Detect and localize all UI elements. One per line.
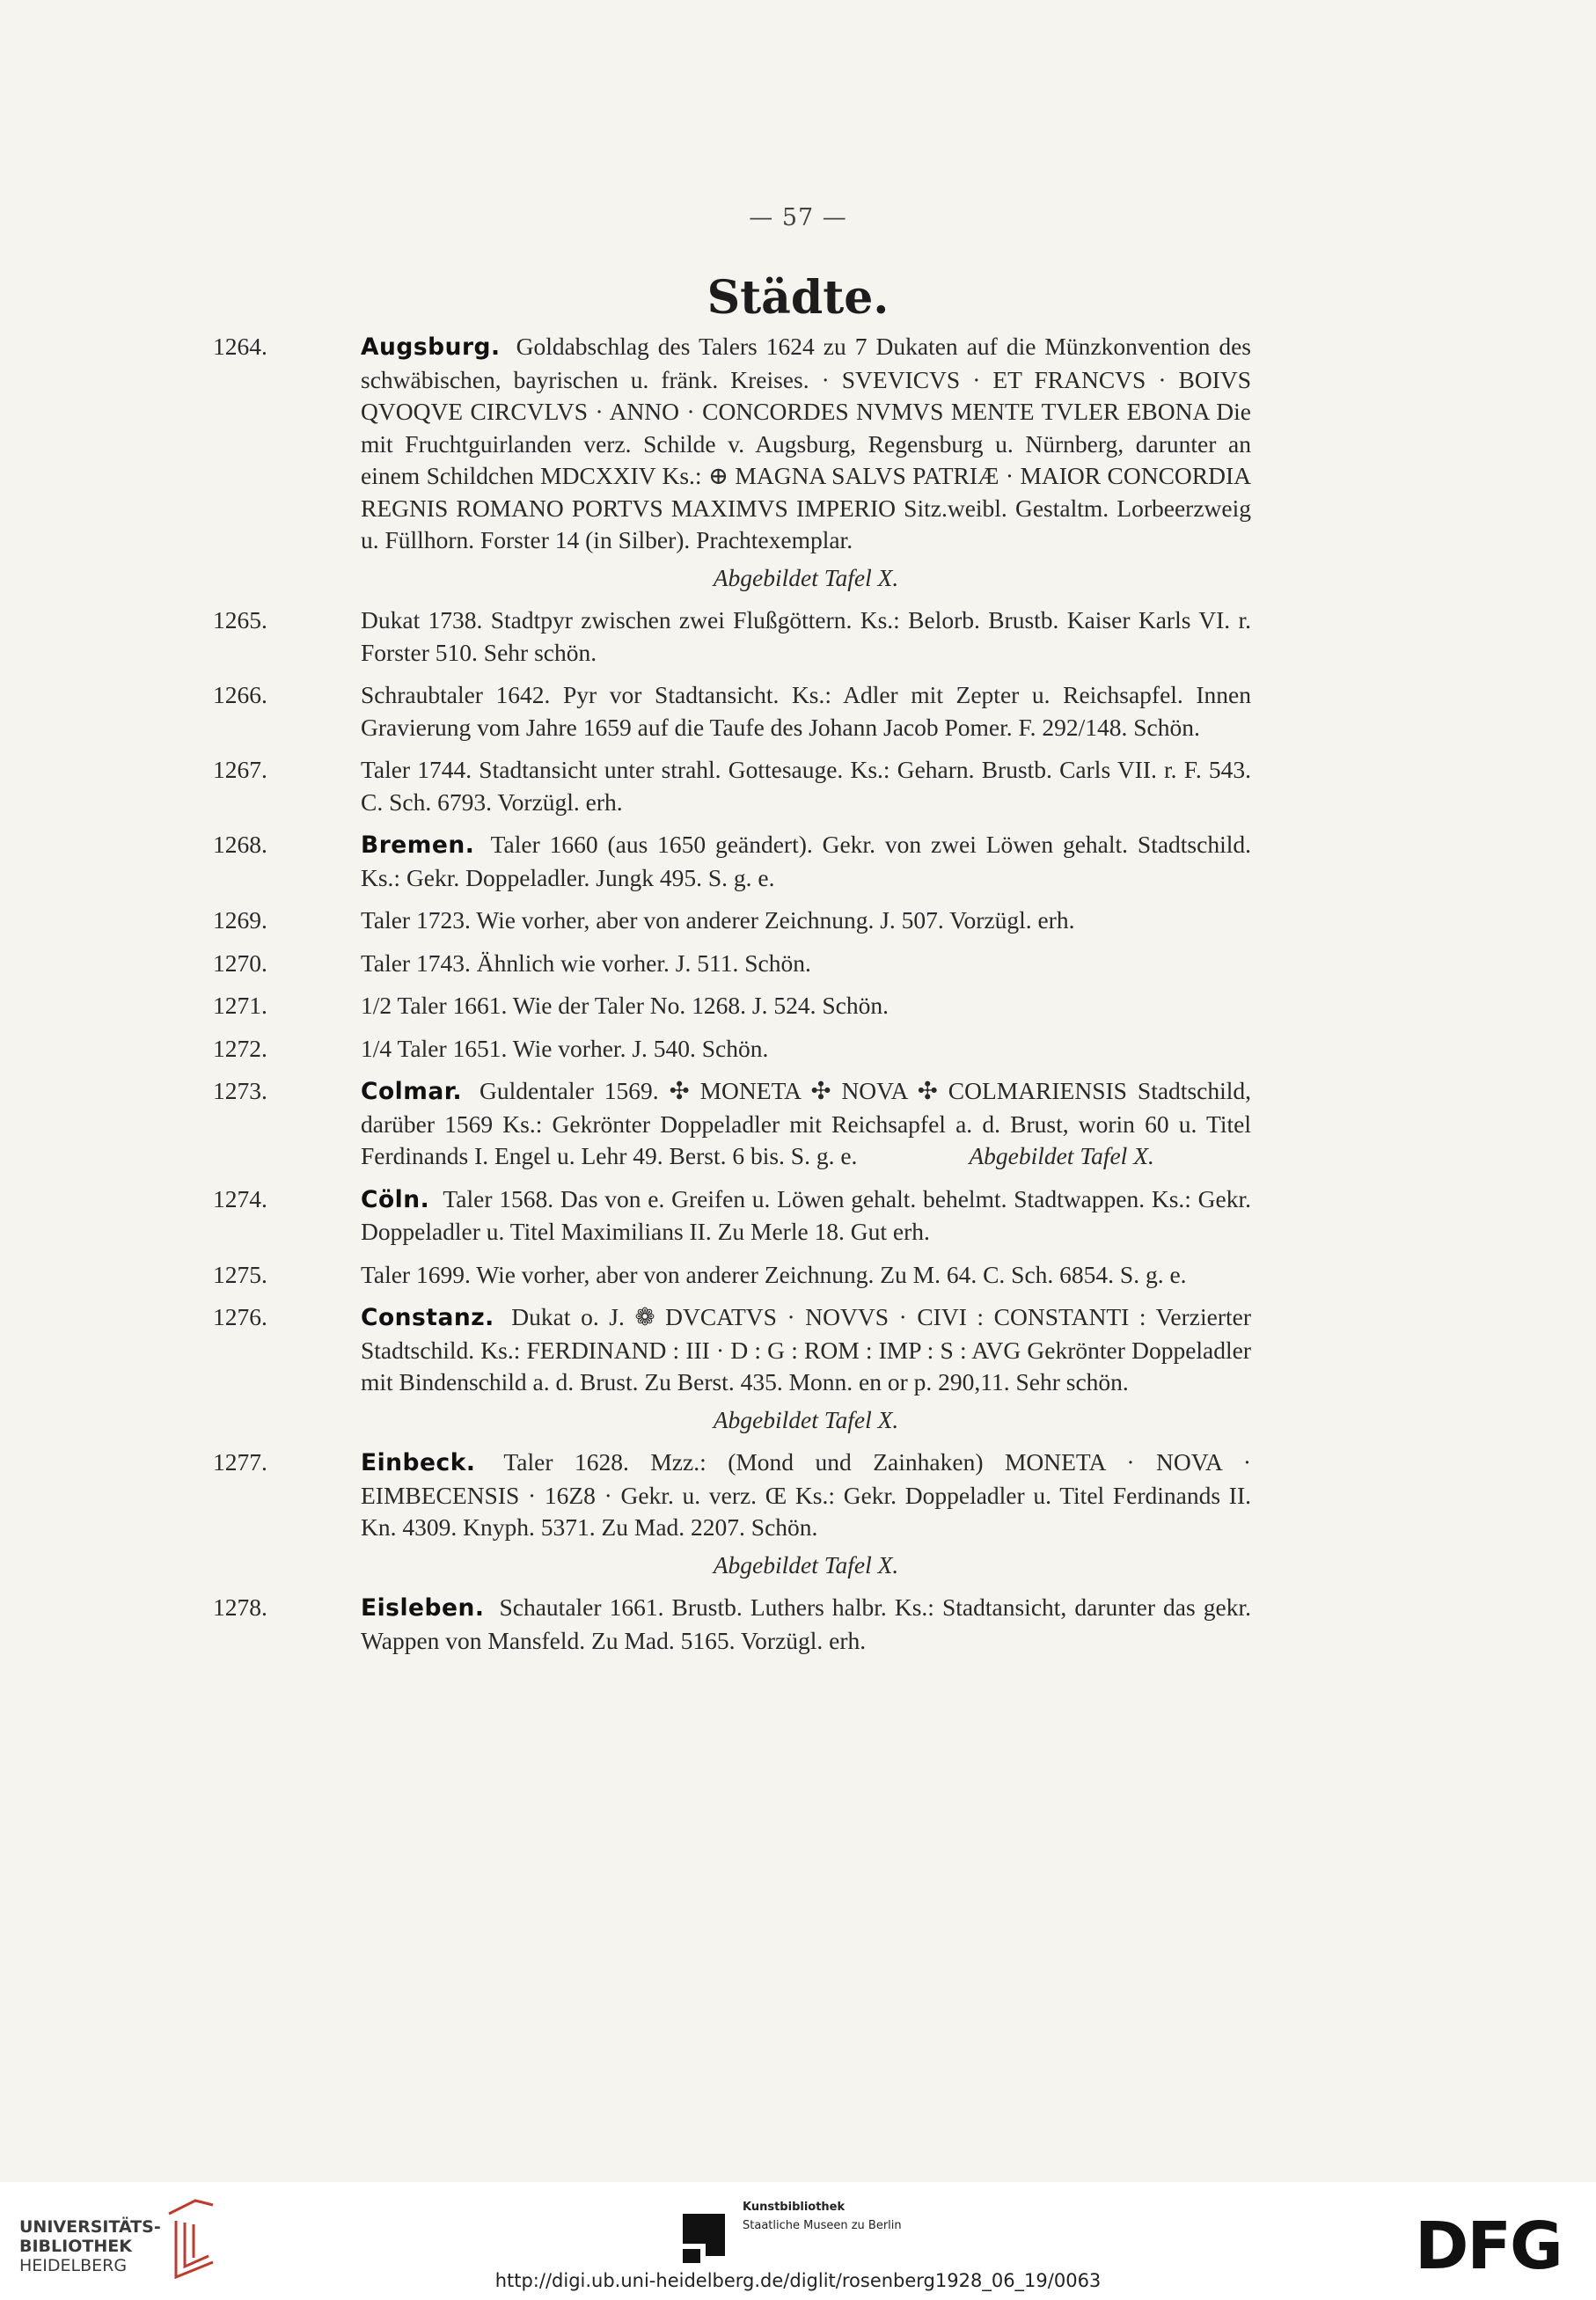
entry-text: 1/4 Taler 1651. Wie vorher. J. 540. Schön. <box>361 1034 769 1062</box>
entry-text: Dukat 1738. Stadtpyr zwischen zwei Flußgöttern. Ks.: Belorb. Brustb. Kaiser Karls VI. r. Forster 510. Sehr schön. <box>361 606 1251 666</box>
catalog-entry <box>213 1301 1251 1399</box>
catalog-entry <box>213 1592 1251 1657</box>
dfg-logo: DFG <box>1415 2208 1562 2284</box>
entry-text: Taler 1743. Ähnlich wie vorher. J. 511. Schön. <box>361 949 811 977</box>
entry-number: 1272. <box>213 1034 267 1062</box>
entry-text: Taler 1660 (aus 1650 geändert). Gekr. von zwei Löwen gehalt. Stadtschild. Ks.: Gekr. Doppeladler. Jungk 495. S. g. e. <box>361 831 1251 891</box>
kunstbibliothek-logo-icon <box>679 2210 728 2267</box>
page-number: — 57 — <box>749 204 847 231</box>
kunstbibliothek-logo-text: Kunstbibliothek Staatliche Museen zu Berlin <box>743 2201 902 2232</box>
city-name: Cöln. <box>361 1185 430 1213</box>
entry-text: Goldabschlag des Talers 1624 zu 7 Dukaten auf die Münzkonvention des schwäbischen, bayrischen u. fränk. Kreises. · SVEVICVS · ET FRANCVS · BOIVS QVOQVE CIRCVLVS · ANNO · CONCORDES NVMVS MENTE TVLER EBONA Die mit Fruchtguirlanden verz. Schilde v. Augsburg, Regensburg u. Nürnberg, darunter an einem Schildchen MDCXXIV Ks.: ⊕ MAGNA SALVS PATRIÆ · MAIOR CONCORDIA REGNIS ROMANO PORTVS MAXIMVS IMPERIO Sitz.weibl. Gestaltm. Lorbeerzweig u. Füllhorn. Forster 14 (in Silber). Prachtexemplar. <box>361 333 1251 553</box>
entry-text: Guldentaler 1569. ✣ MONETA ✣ NOVA ✣ COLMARIENSIS Stadtschild, darüber 1569 Ks.: Gekrönter Doppeladler mit Reichsapfel a. d. Brust, worin 60 u. Titel Ferdinands I. Engel u. Lehr 49. Berst. 6 bis. S. g. e. <box>361 1077 1252 1169</box>
entry-number: 1269. <box>213 906 267 934</box>
ub-heidelberg-logo-text: UNIVERSITÄTS- BIBLIOTHEK HEIDELBERG <box>19 2217 161 2275</box>
entry-number: 1264. <box>213 333 267 360</box>
catalog-entry <box>213 604 1251 669</box>
entry-number: 1266. <box>213 681 267 708</box>
catalog-entry <box>213 829 1251 894</box>
source-url[interactable]: http://digi.ub.uni-heidelberg.de/diglit/rosenberg1928_06_19/0063 <box>494 2270 1102 2291</box>
entry-text: Taler 1723. Wie vorher, aber von anderer Zeichnung. J. 507. Vorzügl. erh. <box>361 906 1075 934</box>
entry-number: 1277. <box>213 1448 267 1476</box>
catalog-entry <box>213 1447 1251 1544</box>
entry-text: 1/2 Taler 1661. Wie der Taler No. 1268. J. 524. Schön. <box>361 992 889 1019</box>
entry-number: 1265. <box>213 606 267 634</box>
city-name: Bremen. <box>361 831 475 859</box>
entry-number: 1267. <box>213 756 267 783</box>
entry-text: Taler 1744. Stadtansicht unter strahl. Gottesauge. Ks.: Geharn. Brustb. Carls VII. r. F. 543. C. Sch. 6793. Vorzügl. erh. <box>361 756 1251 816</box>
city-name: Colmar. <box>361 1078 463 1105</box>
plate-reference: Abgebildet Tafel X. <box>713 563 899 591</box>
catalog-entry <box>213 1075 1251 1173</box>
section-title: Städte. <box>706 271 890 325</box>
digitization-footer <box>0 2182 1596 2300</box>
entry-number: 1270. <box>213 949 267 977</box>
entry-number: 1268. <box>213 831 267 858</box>
catalog-entry <box>213 905 1251 937</box>
entry-number: 1274. <box>213 1184 267 1212</box>
catalog-entry <box>213 331 1251 557</box>
entry-number: 1271. <box>213 992 267 1019</box>
entry-number: 1278. <box>213 1593 267 1621</box>
entry-text: Dukat o. J. ❁ DVCATVS · NOVVS · CIVI : CONSTANTI : Verzierter Stadtschild. Ks.: FERDINAND : III · D : G : ROM : IMP : S : AVG Gekrönter Doppeladler mit Bindenschild a. d. Brust. Zu Berst. 435. Monn. en or p. 290,11. Sehr schön. <box>361 1303 1252 1395</box>
entry-text: Taler 1568. Das von e. Greifen u. Löwen gehalt. behelmt. Stadtwappen. Ks.: Gekr. Doppeladler u. Titel Maximilians II. Zu Merle 18. Gut erh. <box>361 1184 1251 1245</box>
city-name: Augsburg. <box>361 333 501 361</box>
catalog-entry <box>213 679 1251 743</box>
plate-reference: Abgebildet Tafel X. <box>969 1142 1154 1169</box>
catalog-entry <box>213 990 1251 1022</box>
plate-reference: Abgebildet Tafel X. <box>713 1550 899 1579</box>
plate-reference: Abgebildet Tafel X. <box>713 1405 899 1433</box>
city-name: Eisleben. <box>361 1594 485 1622</box>
city-name: Einbeck. <box>361 1449 476 1476</box>
entry-text: Taler 1699. Wie vorher, aber von anderer Zeichnung. Zu M. 64. C. Sch. 6854. S. g. e. <box>361 1260 1187 1288</box>
catalog-entry <box>213 1033 1251 1066</box>
entry-number: 1276. <box>213 1303 267 1330</box>
catalog-entry <box>213 1259 1251 1292</box>
entry-text: Taler 1628. Mzz.: (Mond und Zainhaken) MONETA · NOVA · EIMBECENSIS · 16Z8 · Gekr. u. verz. Œ Ks.: Gekr. Doppeladler u. Titel Ferdinands II. Kn. 4309. Knyph. 5371. Zu Mad. 2207. Schön. <box>361 1448 1252 1541</box>
entry-text: Schraubtaler 1642. Pyr vor Stadtansicht. Ks.: Adler mit Zepter u. Reichsapfel. Innen Gravierung vom Jahre 1659 auf die Taufe des Johann Jacob Pomer. F. 292/148. Schön. <box>361 681 1251 741</box>
catalog-entry <box>213 754 1251 818</box>
catalog-entry <box>213 948 1251 980</box>
city-name: Constanz. <box>361 1304 494 1331</box>
entry-number: 1275. <box>213 1260 267 1288</box>
catalog-entries <box>213 331 1251 1657</box>
catalog-entry <box>213 1183 1251 1249</box>
entry-text: Schautaler 1661. Brustb. Luthers halbr. Ks.: Stadtansicht, darunter das gekr. Wappen von Mansfeld. Zu Mad. 5165. Vorzügl. erh. <box>361 1593 1252 1654</box>
entry-number: 1273. <box>213 1077 267 1104</box>
